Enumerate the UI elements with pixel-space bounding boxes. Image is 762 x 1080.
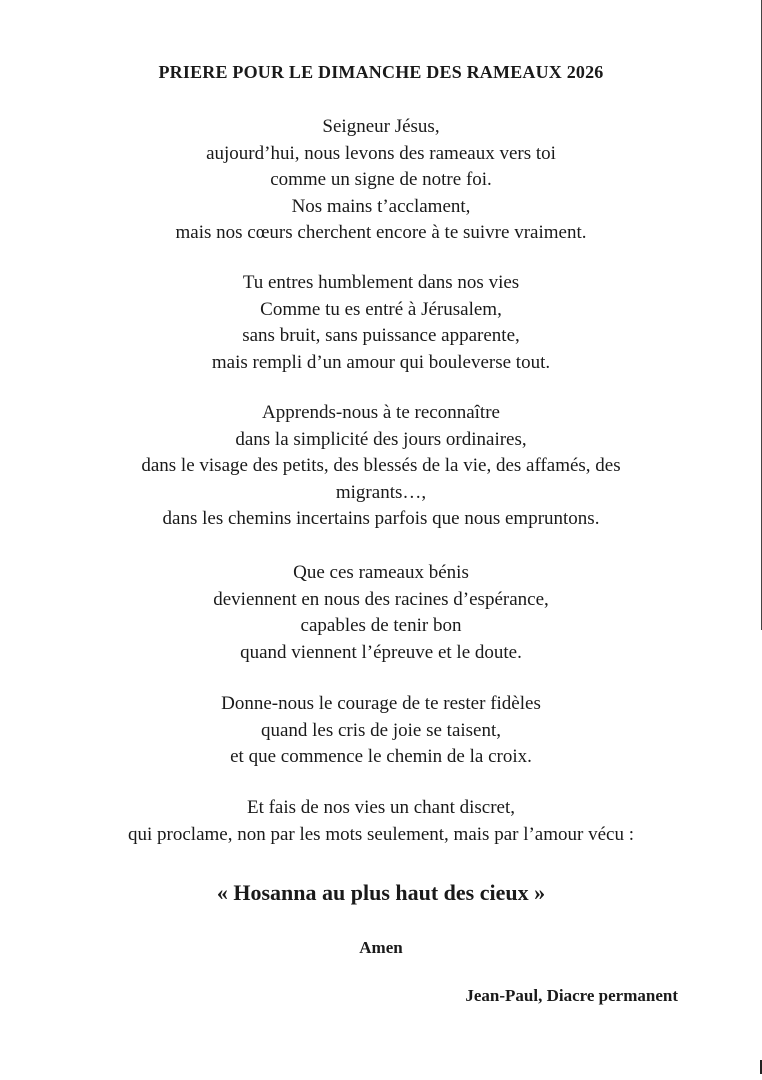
stanza-line: et que commence le chemin de la croix. <box>230 746 532 767</box>
amen: Amen <box>359 938 403 957</box>
page-title: PRIERE POUR LE DIMANCHE DES RAMEAUX 2026 <box>158 62 604 82</box>
stanza-line: dans les chemins incertains parfois que nous empruntons. <box>162 508 600 529</box>
stanza-4 <box>0 560 762 666</box>
stanza-line: mais nos cœurs cherchent encore à te suivre vraiment. <box>175 222 587 243</box>
stanza-5 <box>0 691 762 771</box>
stanza-line: quand viennent l’épreuve et le doute. <box>240 641 522 663</box>
stanza-line: capables de tenir bon <box>300 615 462 636</box>
stanza-line: Donne-nous le courage de te rester fidèles <box>221 693 541 714</box>
stanza-line: mais rempli d’un amour qui bouleverse tout. <box>211 351 551 373</box>
stanza-line: aujourd’hui, nous levons des rameaux vers toi <box>206 142 556 164</box>
stanza-line: Que ces rameaux bénis <box>293 562 469 583</box>
stanza-line: Et fais de nos vies un chant discret, <box>246 797 516 818</box>
stanza-line: migrants…, <box>335 481 427 503</box>
stanza-line: dans la simplicité des jours ordinaires, <box>235 428 527 450</box>
stanza-line: comme un signe de notre foi. <box>270 169 492 190</box>
stanza-3 <box>0 400 762 533</box>
stanza-1 <box>0 114 762 247</box>
stanza-line: dans le visage des petits, des blessés de la vie, des affamés, des <box>141 455 621 476</box>
stanza-line: sans bruit, sans puissance apparente, <box>242 325 520 346</box>
signature: Jean-Paul, Diacre permanent <box>465 986 678 1005</box>
stanza-line: Seigneur Jésus, <box>322 116 440 137</box>
acclamation: « Hosanna au plus haut des cieux » <box>216 880 546 905</box>
stanza-line: Tu entres humblement dans nos vies <box>242 272 520 293</box>
stanza-6 <box>0 795 762 848</box>
stanza-line: Apprends-nous à te reconnaître <box>262 402 500 423</box>
stanza-line: Comme tu es entré à Jérusalem, <box>260 298 502 320</box>
stanza-2 <box>0 270 762 376</box>
stanza-line: deviennent en nous des racines d’espérance, <box>213 588 549 610</box>
stanza-line: quand les cris de joie se taisent, <box>260 719 502 741</box>
stanza-line: Nos mains t’acclament, <box>291 195 471 217</box>
stanza-line: qui proclame, non par les mots seulement, mais par l’amour vécu : <box>128 823 634 845</box>
